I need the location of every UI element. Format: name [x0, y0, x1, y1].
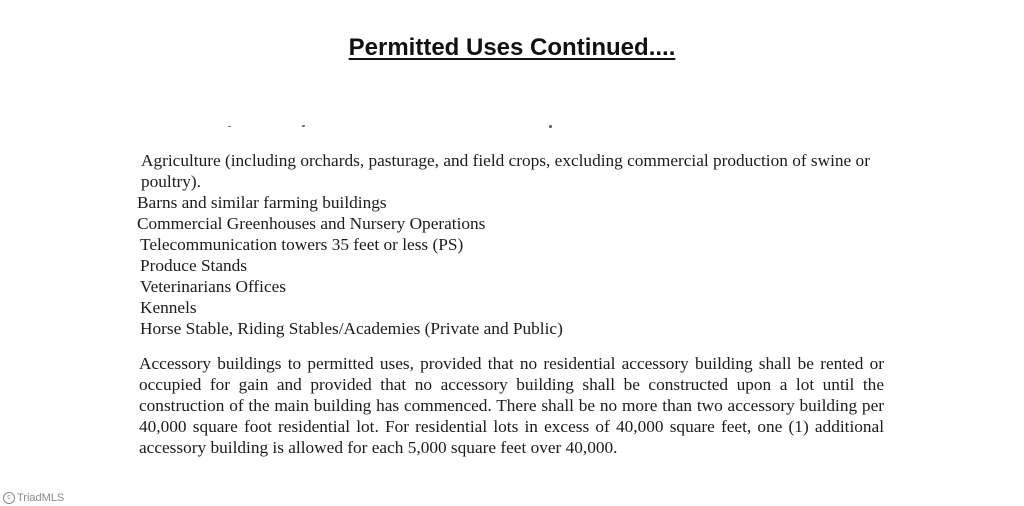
list-item: Kennels: [140, 298, 197, 317]
list-item: Telecommunication towers 35 feet or less (PS): [140, 235, 464, 254]
page-title: Permitted Uses Continued....: [348, 34, 676, 61]
scan-speck: [302, 125, 305, 127]
scan-speck: [228, 126, 231, 127]
copyright-icon: c: [3, 492, 15, 504]
list-item: Barns and similar farming buildings: [137, 193, 387, 212]
document-body: [137, 150, 897, 458]
accessory-buildings-paragraph: Accessory buildings to permitted uses, provided that no residential accessory building shall be rented or occupied for gain and provided that no accessory building shall be constructed upon a lot until the construction of the main building has commenced. There shall be no more than two accessory building per 40,000 square foot residential lot. For residential lots in excess of 40,000 square feet, one (1) additional accessory building is allowed for each 5,000 square feet over 40,000.: [139, 354, 884, 457]
list-item: Veterinarians Offices: [140, 277, 287, 296]
scan-speck: [549, 125, 552, 128]
watermark-text: TriadMLS: [17, 492, 65, 504]
list-item: Commercial Greenhouses and Nursery Operations: [137, 214, 486, 233]
watermark: [3, 492, 64, 504]
list-item: Produce Stands: [140, 256, 248, 275]
list-item: Horse Stable, Riding Stables/Academies (Private and Public): [140, 319, 563, 338]
permitted-uses-list: [137, 150, 897, 339]
list-item: Agriculture (including orchards, pasturage, and field crops, excluding commercial production of swine or poultry).: [141, 151, 870, 191]
